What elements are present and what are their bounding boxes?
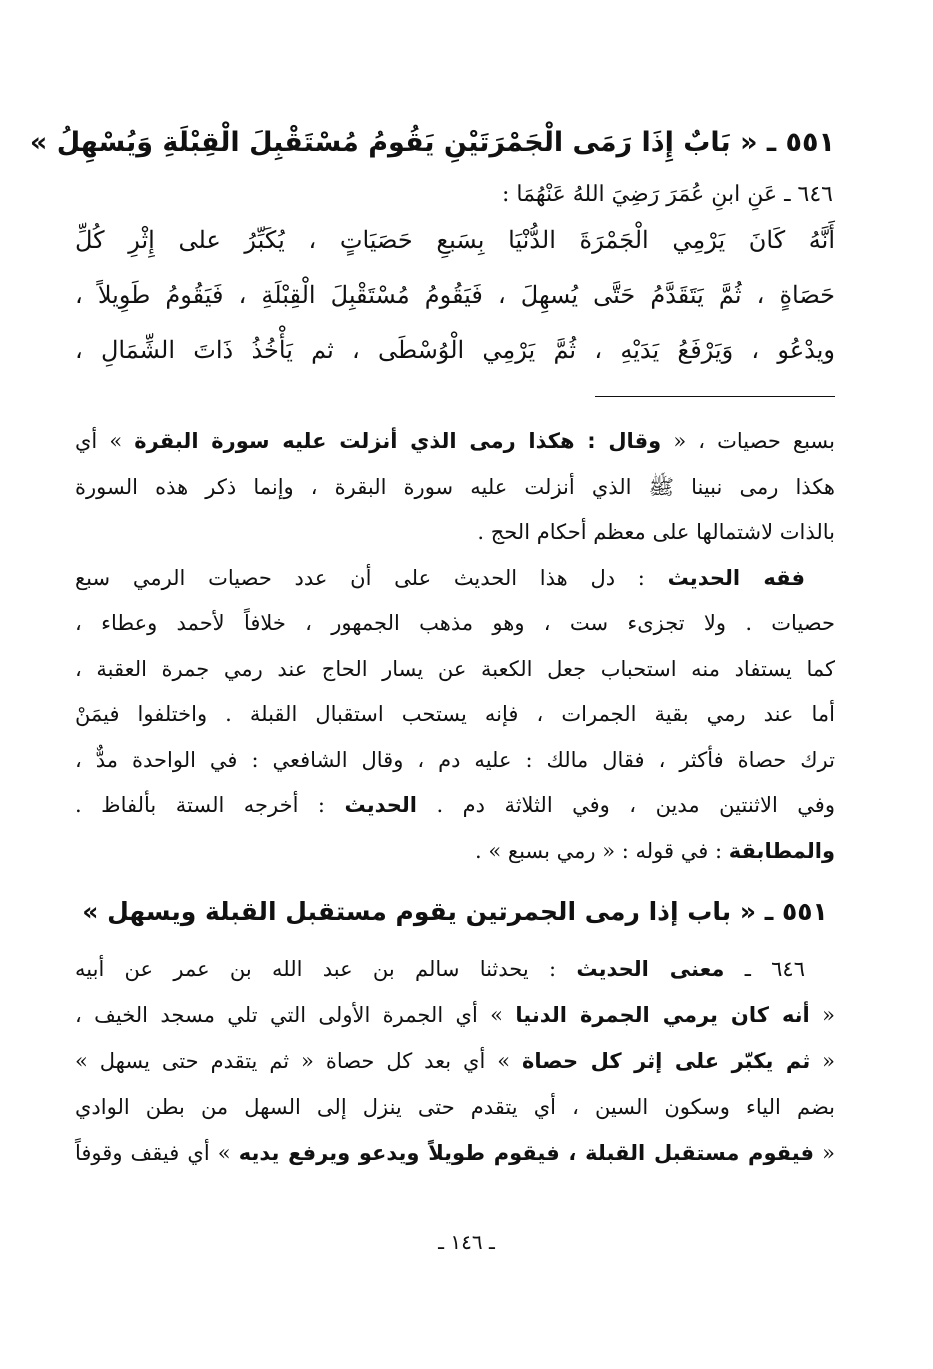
commentary-line: حصيات . ولا تجزىء ست ، وهو مذهب الجمهور ، خلافاً لأحمد وعطاء ، bbox=[75, 611, 835, 635]
hadith-line: ويدْعُو ، وَيَرْفَعُ يَدَيْهِ ، ثُمَّ يَرْمِي الْوُسْطَى ، ثم يَأْخُذُ ذَاتَ الشِّمَالِ ، bbox=[75, 336, 835, 364]
commentary-line: أما عند رمي بقية الجمرات ، فإنه يستحب استقبال القبلة . واختلفوا فيمَنْ bbox=[75, 702, 835, 726]
meaning-line: بضم الياء وسكون السين ، أي يتقدم حتى ينزل إلى السهل من بطن الوادي bbox=[75, 1095, 835, 1119]
meaning-line: « فيقوم مستقبل القبلة ، فيقوم طويلاً ويدعو ويرفع يديه » أي فيقف وقوفاً bbox=[75, 1141, 835, 1165]
hadith-text bbox=[75, 213, 835, 378]
commentary-line: كما يستفاد منه استحباب جعل الكعبة عن يسار الحاج عند رمي جمرة العقبة ، bbox=[75, 656, 835, 681]
footnote-divider bbox=[595, 396, 835, 397]
commentary-line: بسبع حصيات ، « وقال : هكذا رمى الذي أنزلت عليه سورة البقرة » أي bbox=[75, 429, 835, 453]
chapter-heading-hadith: ٥٥١ ـ « بَابٌ إِذَا رَمَى الْجَمْرَتَيْنِ يَقُومُ مُسْتَقْبِلَ الْقِبْلَةِ وَيُسْهِلُ » bbox=[29, 127, 835, 158]
meaning-line: « أنه كان يرمي الجمرة الدنيا » أي الجمرة الأولى التي تلي مسجد الخيف ، bbox=[75, 1003, 835, 1027]
commentary-line: والمطابقة : في قوله : « رمي بسبع » . bbox=[475, 838, 835, 863]
hadith-intro: ٦٤٦ ـ عَنِ ابنِ عُمَرَ رَضِيَ اللهُ عَنْهُمَا : bbox=[502, 182, 833, 207]
commentary-line: بالذات لاشتمالها على معظم أحكام الحج . bbox=[477, 520, 835, 544]
commentary-line: ترك حصاة فأكثر ، فقال مالك : عليه دم ، وقال الشافعي : في الواحدة مدٌّ ، bbox=[75, 747, 835, 772]
commentary-block bbox=[75, 419, 835, 874]
commentary-line: هكذا رمى نبينا ﷺ الذي أنزلت عليه سورة البقرة ، وإنما ذكر هذه السورة bbox=[75, 474, 835, 499]
page-body bbox=[29, 105, 836, 1176]
meaning-block bbox=[75, 946, 835, 1176]
hadith-line: حَصَاةٍ ، ثُمَّ يَتَقَدَّمُ حَتَّى يُسهِلَ ، فَيَقُومُ مُسْتَقْبِلَ الْقِبْلَةِ ، فَيَقُومُ طَوِيلاً ، bbox=[75, 281, 835, 309]
commentary-line: وفي الاثنتين مدين ، وفي الثلاثة دم . الحديث : أخرجه الستة بألفاظ . bbox=[75, 793, 835, 817]
hadith-line: أَنَّهُ كَانَ يَرْمِي الْجَمْرَةَ الدُّنْيَا بِسَبعِ حَصَيَاتٍ ، يُكَبِّرُ على إِثْرِ كُلِّ bbox=[75, 226, 836, 254]
commentary-line: فقه الحديث : دل هذا الحديث على أن عدد حصيات الرمي سبع bbox=[75, 565, 805, 590]
chapter-heading-explanation: ٥٥١ ـ « باب إذا رمى الجمرتين يقوم مستقبل القبلة ويسهل » bbox=[82, 897, 828, 926]
meaning-line: ٦٤٦ ـ معنى الحديث : يحدثنا سالم بن عبد الله بن عمر عن أبيه bbox=[75, 957, 805, 981]
meaning-line: « ثم يكبّر على إثر كل حصاة » أي بعد كل حصاة « ثم يتقدم حتى يسهل » bbox=[75, 1049, 835, 1073]
page-number: ـ ١٤٦ ـ bbox=[438, 1230, 495, 1254]
